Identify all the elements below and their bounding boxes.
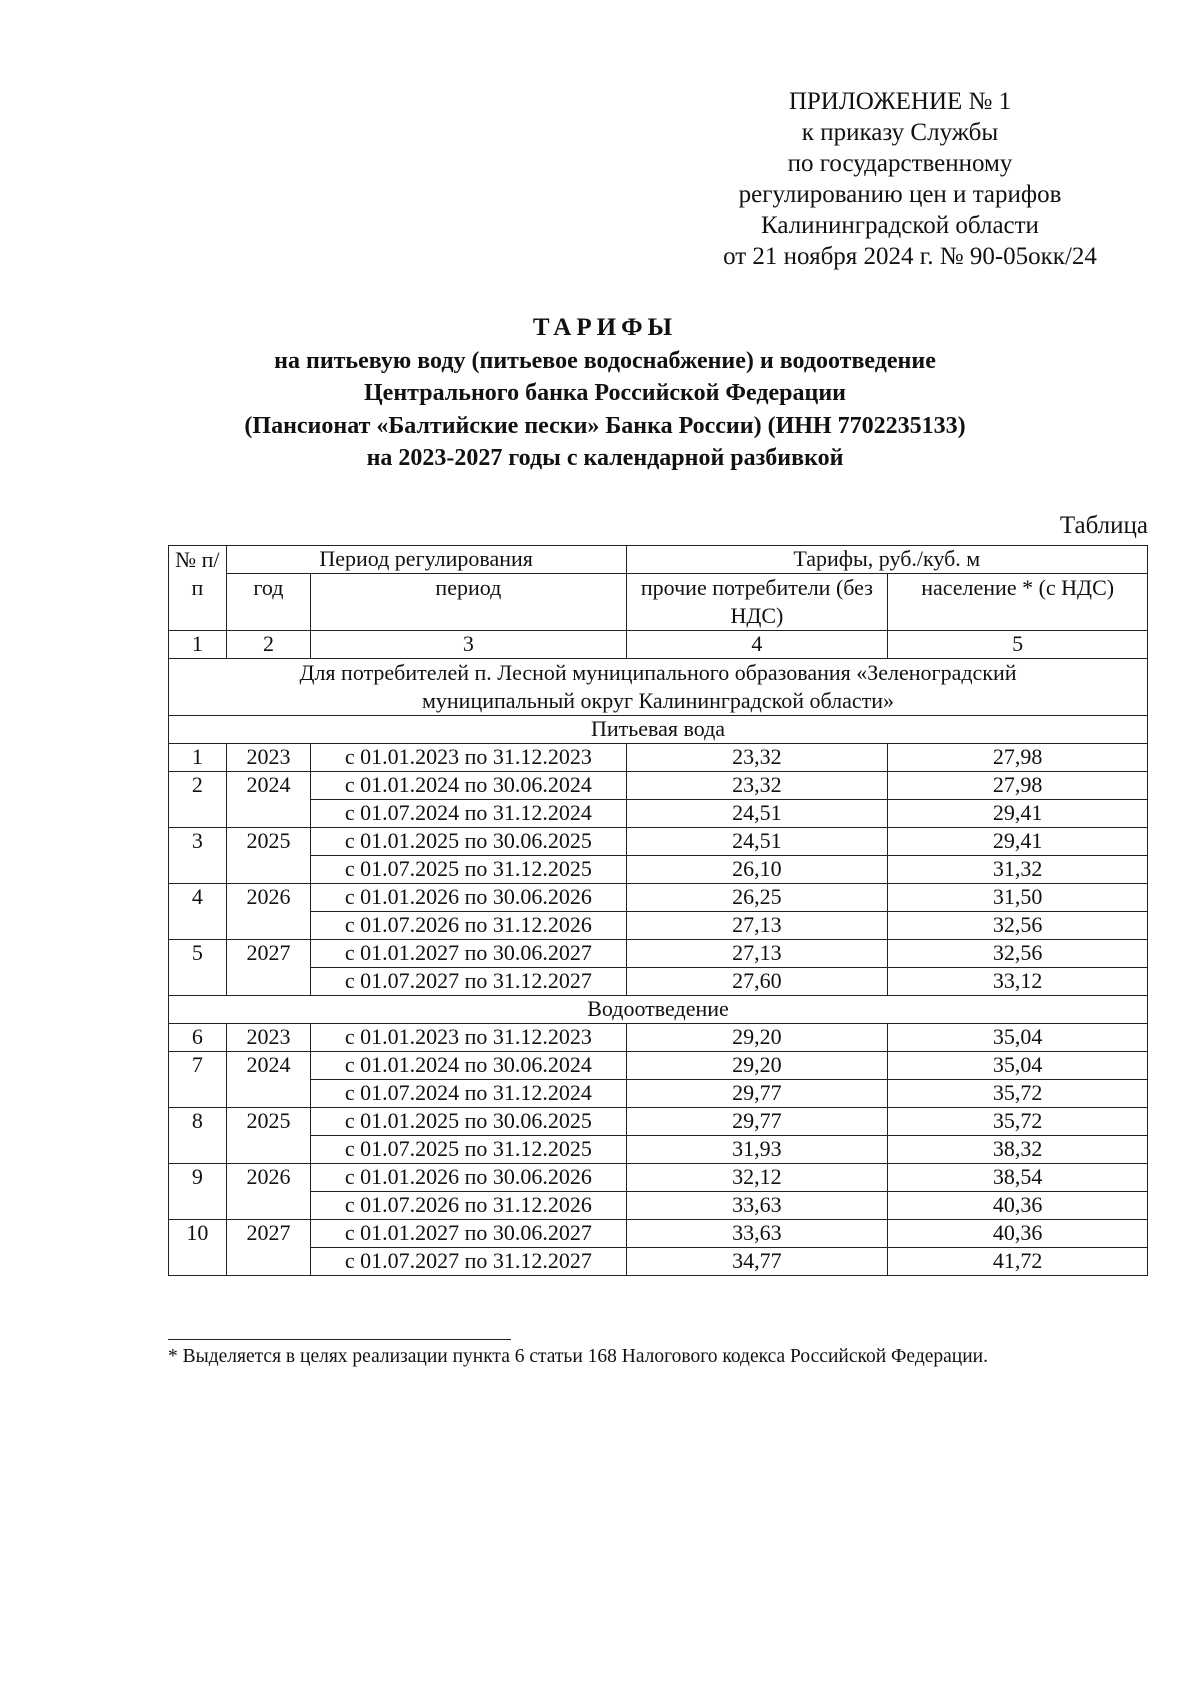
table-row	[169, 912, 1148, 940]
row-year: 2025	[226, 1108, 311, 1164]
tariff-population: 33,12	[888, 968, 1148, 996]
tariff-population: 35,04	[888, 1024, 1148, 1052]
table-row	[169, 1136, 1148, 1164]
tariff-population: 29,41	[888, 828, 1148, 856]
header-tariffs-group: Тарифы, руб./куб. м	[626, 546, 1147, 574]
table-row	[169, 856, 1148, 884]
row-number: 6	[169, 1024, 227, 1052]
appendix-line: к приказу Службы	[801, 119, 999, 146]
tariff-others: 24,51	[626, 828, 888, 856]
row-period: с 01.01.2026 по 30.06.2026	[311, 884, 626, 912]
tariff-others: 26,10	[626, 856, 888, 884]
tariff-population: 40,36	[888, 1192, 1148, 1220]
row-number: 5	[169, 940, 227, 996]
table-row	[169, 1220, 1148, 1248]
row-year: 2023	[226, 744, 311, 772]
row-period: с 01.01.2025 по 30.06.2025	[311, 1108, 626, 1136]
section-row	[169, 716, 1148, 744]
row-period: с 01.01.2026 по 30.06.2026	[311, 1164, 626, 1192]
tariff-population: 38,54	[888, 1164, 1148, 1192]
table-row	[169, 1052, 1148, 1080]
row-number: 3	[169, 828, 227, 884]
header-year: год	[226, 574, 311, 631]
row-number: 7	[169, 1052, 227, 1108]
column-number: 4	[626, 631, 888, 659]
row-period: с 01.01.2023 по 31.12.2023	[311, 744, 626, 772]
table-row	[169, 772, 1148, 800]
consumer-group: Для потребителей п. Лесной муниципального образования «Зеленоградский муниципальный округ Калининградской области»	[169, 659, 1148, 716]
tariff-population: 32,56	[888, 940, 1148, 968]
header-num: № п/п	[169, 546, 227, 631]
title-main: ТАРИФЫ	[532, 314, 678, 341]
tariff-others: 34,77	[626, 1248, 888, 1276]
row-period: с 01.01.2023 по 31.12.2023	[311, 1024, 626, 1052]
row-year: 2027	[226, 940, 311, 996]
table-caption: Таблица	[1059, 512, 1148, 539]
header-period: период	[311, 574, 626, 631]
row-period: с 01.07.2024 по 31.12.2024	[311, 800, 626, 828]
header-row	[169, 574, 1148, 631]
tariff-others: 29,77	[626, 1080, 888, 1108]
tariff-others: 29,77	[626, 1108, 888, 1136]
tariff-population: 27,98	[888, 772, 1148, 800]
appendix-header	[660, 86, 1140, 272]
footnote-divider	[168, 1339, 511, 1340]
tariff-others: 32,12	[626, 1164, 888, 1192]
row-period: с 01.01.2027 по 30.06.2027	[311, 1220, 626, 1248]
tariff-others: 33,63	[626, 1192, 888, 1220]
tariff-population: 31,50	[888, 884, 1148, 912]
title-line: (Пансионат «Балтийские пески» Банка России) (ИНН 7702235133)	[244, 412, 966, 439]
row-year: 2023	[226, 1024, 311, 1052]
header-row	[169, 546, 1148, 574]
tariff-population: 29,41	[888, 800, 1148, 828]
section-row	[169, 996, 1148, 1024]
column-number: 1	[169, 631, 227, 659]
table-row	[169, 940, 1148, 968]
table-row	[169, 1192, 1148, 1220]
row-period: с 01.07.2025 по 31.12.2025	[311, 856, 626, 884]
title-line: Центрального банка Российской Федерации	[364, 380, 846, 406]
tariff-others: 29,20	[626, 1052, 888, 1080]
tariff-others: 27,60	[626, 968, 888, 996]
row-period: с 01.01.2024 по 30.06.2024	[311, 772, 626, 800]
row-number: 1	[169, 744, 227, 772]
row-number: 8	[169, 1108, 227, 1164]
consumer-group-row	[169, 659, 1148, 716]
row-number: 4	[169, 884, 227, 940]
document-title	[160, 312, 1050, 475]
tariff-population: 35,04	[888, 1052, 1148, 1080]
table-row	[169, 968, 1148, 996]
header-period-group: Период регулирования	[226, 546, 626, 574]
tariff-others: 23,32	[626, 744, 888, 772]
appendix-line: регулированию цен и тарифов	[738, 181, 1062, 208]
table-row	[169, 1080, 1148, 1108]
tariff-population: 31,32	[888, 856, 1148, 884]
appendix-line: Калининградской области	[761, 212, 1039, 239]
table-row	[169, 1108, 1148, 1136]
column-number: 3	[311, 631, 626, 659]
tariff-others: 27,13	[626, 940, 888, 968]
tariff-others: 26,25	[626, 884, 888, 912]
row-year: 2025	[226, 828, 311, 884]
row-period: с 01.07.2026 по 31.12.2026	[311, 912, 626, 940]
section-title: Питьевая вода	[169, 716, 1148, 744]
tariffs-table	[168, 545, 1148, 1276]
tariff-population: 35,72	[888, 1108, 1148, 1136]
tariff-others: 31,93	[626, 1136, 888, 1164]
table-row	[169, 1024, 1148, 1052]
footnote: * Выделяется в целях реализации пункта 6 статьи 168 Налогового кодекса Российской Федерации.	[168, 1346, 988, 1367]
header-population: население * (с НДС)	[888, 574, 1148, 631]
row-year: 2026	[226, 884, 311, 940]
table-row	[169, 744, 1148, 772]
tariff-others: 33,63	[626, 1220, 888, 1248]
row-period: с 01.07.2025 по 31.12.2025	[311, 1136, 626, 1164]
tariff-population: 32,56	[888, 912, 1148, 940]
row-number: 2	[169, 772, 227, 828]
table-row	[169, 1248, 1148, 1276]
table-row	[169, 884, 1148, 912]
row-year: 2024	[226, 772, 311, 828]
tariff-others: 27,13	[626, 912, 888, 940]
tariffs-table-body	[169, 546, 1148, 1276]
tariff-population: 40,36	[888, 1220, 1148, 1248]
row-period: с 01.01.2025 по 30.06.2025	[311, 828, 626, 856]
title-line: на питьевую воду (питьевое водоснабжение) и водоотведение	[274, 347, 936, 374]
appendix-line: ПРИЛОЖЕНИЕ № 1	[788, 88, 1012, 115]
row-number: 9	[169, 1164, 227, 1220]
column-numbers-row	[169, 631, 1148, 659]
table-row	[169, 1164, 1148, 1192]
appendix-line: по государственному	[787, 150, 1013, 177]
row-period: с 01.01.2027 по 30.06.2027	[311, 940, 626, 968]
tariff-population: 38,32	[888, 1136, 1148, 1164]
tariff-population: 35,72	[888, 1080, 1148, 1108]
column-number: 2	[226, 631, 311, 659]
row-period: с 01.07.2027 по 31.12.2027	[311, 1248, 626, 1276]
header-others: прочие потребители (без НДС)	[626, 574, 888, 631]
tariff-population: 27,98	[888, 744, 1148, 772]
row-year: 2027	[226, 1220, 311, 1276]
tariff-population: 41,72	[888, 1248, 1148, 1276]
row-period: с 01.07.2026 по 31.12.2026	[311, 1192, 626, 1220]
row-period: с 01.07.2027 по 31.12.2027	[311, 968, 626, 996]
section-title: Водоотведение	[169, 996, 1148, 1024]
row-year: 2026	[226, 1164, 311, 1220]
table-row	[169, 828, 1148, 856]
tariff-others: 23,32	[626, 772, 888, 800]
row-year: 2024	[226, 1052, 311, 1108]
row-period: с 01.07.2024 по 31.12.2024	[311, 1080, 626, 1108]
tariff-others: 24,51	[626, 800, 888, 828]
appendix-line: от 21 ноября 2024 г. № 90-05окк/24	[723, 243, 1097, 270]
table-row	[169, 800, 1148, 828]
row-period: с 01.01.2024 по 30.06.2024	[311, 1052, 626, 1080]
tariff-others: 29,20	[626, 1024, 888, 1052]
column-number: 5	[888, 631, 1148, 659]
title-line: на 2023-2027 годы с календарной разбивкой	[366, 445, 844, 471]
row-number: 10	[169, 1220, 227, 1276]
